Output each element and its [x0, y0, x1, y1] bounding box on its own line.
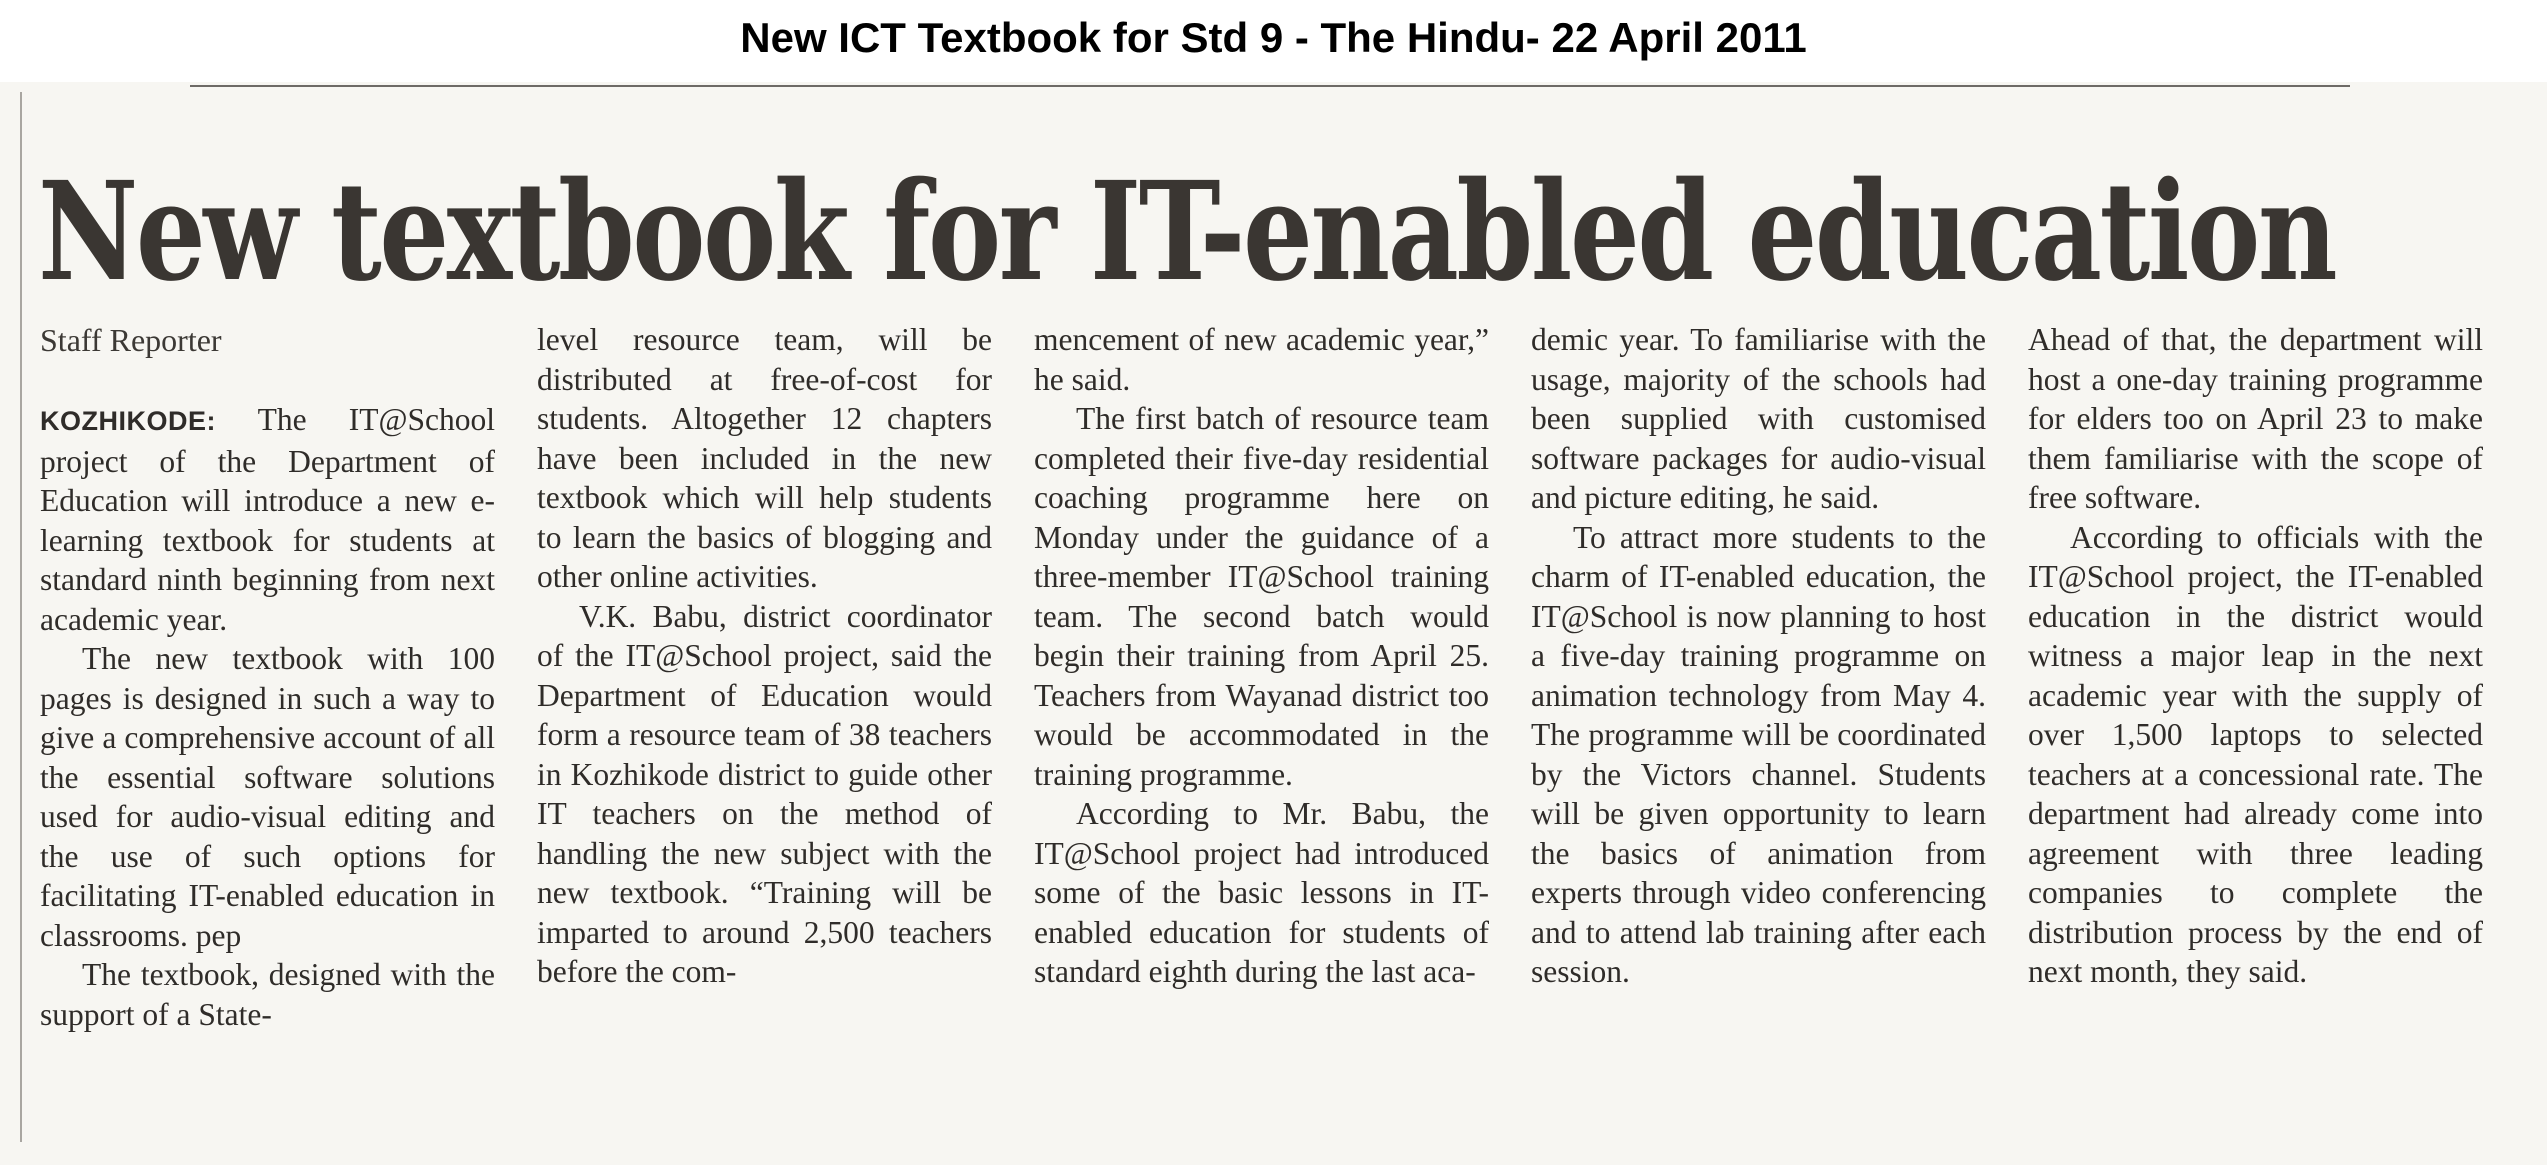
- dateline: KOZHIKODE:: [40, 406, 216, 436]
- page-caption: New ICT Textbook for Std 9 - The Hindu- 22 April 2011: [740, 14, 1807, 61]
- article-column-1: [40, 400, 495, 1034]
- paragraph: Ahead of that, the department will host a one-day training programme for elders too on April 23 to make them familiarise with the scope of free software.: [2028, 322, 2483, 515]
- paragraph: V.K. Babu, district coordinator of the IT@School project, said the Department of Education would form a resource team of 38 teachers in Kozhikode district to guide other IT teachers on the method of handling the new subject with the new textbook. “Training will be imparted to around 2,500 teachers before the com-: [537, 598, 992, 989]
- paragraph: mencement of new academic year,” he said.: [1034, 322, 1489, 397]
- paragraph: [40, 400, 495, 639]
- byline: Staff Reporter: [40, 322, 222, 358]
- paragraph-text: The IT@School project of the Department of Education will introduce a new e-learning textbook for students at standard ninth beginning from next academic year.: [40, 402, 495, 637]
- paragraph: The first batch of resource team completed their five-day residential coaching programme here on Monday under the guidance of a three-member IT@School training team. The second batch would begin their training from April 25. Teachers from Wayanad district too would be accommodated in the training programme.: [1034, 401, 1489, 792]
- paragraph: According to Mr. Babu, the IT@School project had introduced some of the basic lessons in IT-enabled education for students of standard eighth during the last aca-: [1034, 796, 1489, 989]
- left-rule: [20, 92, 22, 1142]
- top-rule: [190, 85, 2350, 87]
- paragraph: According to officials with the IT@School project, the IT-enabled education in the district would witness a major leap in the next academic year with the supply of over 1,500 laptops to selected teachers at a concessional rate. The department had already come into agreement with three leading companies to complete the distribution process by the end of next month, they said.: [2028, 519, 2483, 989]
- paragraph: The new textbook with 100 pages is designed in such a way to give a comprehensive account of all the essential software solutions used for audio-visual editing and the use of such options for facilitating IT-enabled education in classrooms. pep: [40, 641, 495, 953]
- article-column-5: [2028, 320, 2483, 992]
- paragraph: level resource team, will be distributed at free-of-cost for students. Altogether 12 chapters have been included in the new textbook which will help students to learn the basics of blogging and other online activities.: [537, 322, 992, 594]
- article-column-4: [1531, 320, 1986, 992]
- paragraph: To attract more students to the charm of IT-enabled education, the IT@School is now planning to host a five-day training programme on animation technology from May 4. The programme will be coordinated by the Victors channel. Students will be given opportunity to learn the basics of animation from experts through video conferencing and to attend lab training after each session.: [1531, 519, 1986, 989]
- article-column-2: [537, 320, 992, 992]
- article-headline: New textbook for IT-enabled education: [38, 152, 2336, 312]
- paragraph: demic year. To familiarise with the usage, majority of the schools had been supplied with customised software packages for audio-visual and picture editing, he said.: [1531, 322, 1986, 515]
- article-column-3: [1034, 320, 1489, 992]
- paragraph: The textbook, designed with the support of a State-: [40, 957, 495, 1032]
- newspaper-clipping: [0, 82, 2547, 1165]
